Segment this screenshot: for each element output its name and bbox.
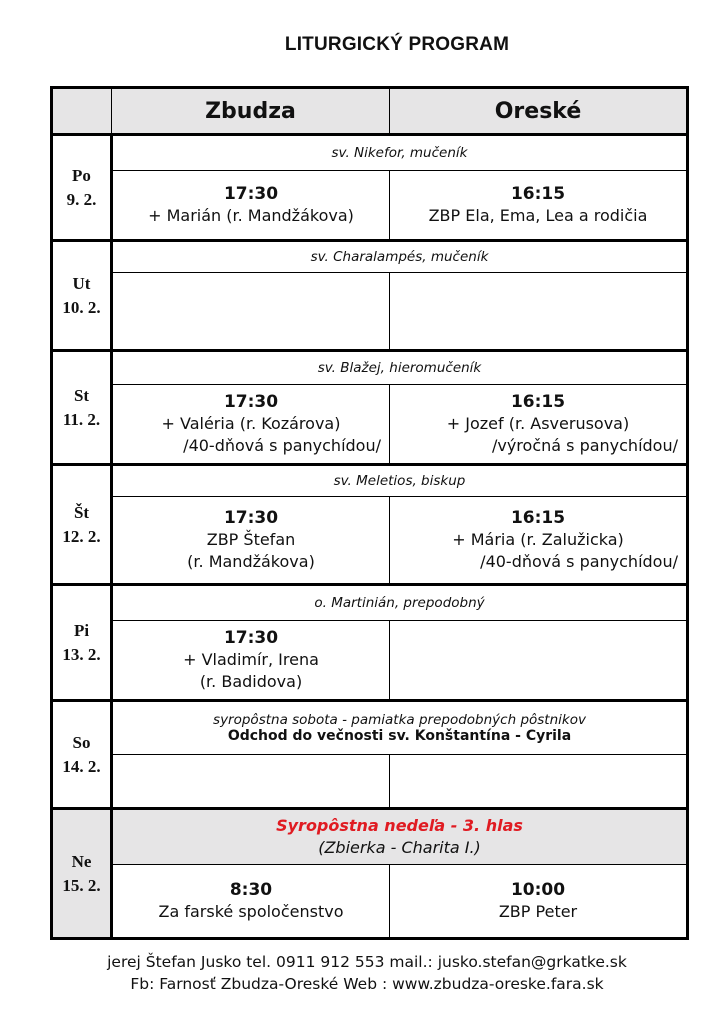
day-mass-row — [52, 171, 688, 241]
header-row — [52, 88, 688, 135]
mass-cell-zbudza — [112, 171, 390, 241]
feast-subtitle: Odchod do večnosti sv. Konštantína - Cyrila — [227, 728, 572, 744]
feast-cell — [112, 465, 688, 497]
day-date: 10. 2. — [62, 297, 101, 317]
mass-cell-oreske — [390, 385, 688, 465]
feast-name: syropôstna sobota - pamiatka prepodobných pôstnikov — [213, 712, 586, 728]
mass-time: 17:30 — [223, 628, 279, 648]
mass-time: 16:15 — [510, 184, 566, 204]
day-feast-row — [52, 465, 688, 497]
mass-time: 17:30 — [223, 392, 279, 412]
day-label — [52, 465, 112, 585]
mass-cell-zbudza — [112, 497, 390, 585]
mass-intention: /40-dňová s panychídou/ — [480, 552, 678, 571]
day-mass-row — [52, 273, 688, 351]
mass-cell-zbudza — [112, 385, 390, 465]
footer — [0, 951, 724, 995]
mass-intention: ZBP Ela, Ema, Lea a rodičia — [428, 206, 648, 225]
feast-cell — [112, 135, 688, 171]
mass-intention: Za farské spoločenstvo — [158, 902, 344, 921]
mass-intention: + Marián (r. Mandžákova) — [148, 206, 354, 225]
footer-web: Fb: Farnosť Zbudza-Oreské Web : www.zbudza-oreske.fara.sk — [130, 975, 604, 993]
day-mass-row — [52, 755, 688, 809]
day-abbr: St — [73, 385, 90, 405]
header-zbudza: Zbudza — [112, 88, 390, 135]
mass-cell-zbudza — [112, 273, 390, 351]
feast-cell — [112, 351, 688, 385]
mass-cell-zbudza — [112, 755, 390, 809]
day-label — [52, 809, 112, 939]
day-feast-row — [52, 135, 688, 171]
mass-intention: + Valéria (r. Kozárova) — [161, 414, 341, 433]
day-mass-row — [52, 865, 688, 939]
day-mass-row — [52, 385, 688, 465]
mass-time: 16:15 — [510, 392, 566, 412]
feast-subtitle: (Zbierka - Charita I.) — [318, 838, 481, 857]
day-date: 14. 2. — [62, 756, 101, 776]
feast-name: o. Martinián, prepodobný — [314, 595, 485, 611]
mass-time: 17:30 — [223, 508, 279, 528]
feast-name: Syropôstna nedeľa - 3. hlas — [276, 816, 523, 835]
mass-intention: /40-dňová s panychídou/ — [183, 436, 381, 455]
mass-cell-oreske — [390, 621, 688, 701]
feast-cell — [112, 701, 688, 755]
header-oreske: Oreské — [390, 88, 688, 135]
mass-intention: + Jozef (r. Asverusova) — [446, 414, 630, 433]
feast-name: sv. Meletios, biskup — [333, 473, 466, 489]
day-date: 13. 2. — [62, 644, 101, 664]
day-feast-row — [52, 809, 688, 865]
feast-cell — [112, 585, 688, 621]
mass-cell-oreske — [390, 497, 688, 585]
day-label — [52, 241, 112, 351]
day-feast-row — [52, 351, 688, 385]
mass-time: 16:15 — [510, 508, 566, 528]
day-feast-row — [52, 241, 688, 273]
day-abbr: Pi — [73, 620, 90, 640]
liturgy-schedule-table — [50, 86, 689, 940]
mass-cell-oreske — [390, 273, 688, 351]
day-date: 11. 2. — [62, 409, 101, 429]
feast-cell — [112, 809, 688, 865]
day-label — [52, 351, 112, 465]
day-feast-row — [52, 585, 688, 621]
mass-cell-oreske — [390, 171, 688, 241]
mass-intention: /výročná s panychídou/ — [491, 436, 678, 455]
day-label — [52, 585, 112, 701]
mass-cell-oreske — [390, 865, 688, 939]
day-label — [52, 701, 112, 809]
day-mass-row — [52, 621, 688, 701]
mass-cell-oreske — [390, 755, 688, 809]
footer-contact: jerej Štefan Jusko tel. 0911 912 553 mail.: jusko.stefan@grkatke.sk — [107, 953, 627, 971]
feast-cell — [112, 241, 688, 273]
day-abbr: So — [72, 732, 91, 752]
feast-name: sv. Blažej, hieromučeník — [317, 360, 482, 376]
feast-name: sv. Nikefor, mučeník — [331, 145, 468, 161]
day-abbr: Ne — [71, 851, 92, 871]
mass-intention: + Mária (r. Zalužicka) — [452, 530, 624, 549]
mass-intention: (r. Mandžákova) — [187, 552, 315, 571]
day-date: 9. 2. — [66, 189, 97, 209]
day-abbr: Št — [73, 502, 90, 522]
day-abbr: Po — [72, 165, 91, 185]
header-day-cell — [52, 88, 112, 135]
mass-time: 10:00 — [510, 880, 566, 900]
mass-time: 17:30 — [223, 184, 279, 204]
day-mass-row — [52, 497, 688, 585]
day-abbr: Ut — [72, 273, 91, 293]
mass-cell-zbudza — [112, 621, 390, 701]
mass-intention: (r. Badidova) — [199, 672, 303, 691]
day-date: 12. 2. — [62, 526, 101, 546]
feast-name: sv. Charalampés, mučeník — [310, 249, 489, 265]
day-date: 15. 2. — [62, 875, 101, 895]
mass-intention: ZBP Peter — [498, 902, 578, 921]
mass-intention: + Vladimír, Irena — [183, 650, 319, 669]
day-feast-row — [52, 701, 688, 755]
page-title: LITURGICKÝ PROGRAM — [284, 34, 510, 55]
day-label — [52, 135, 112, 241]
mass-time: 8:30 — [229, 880, 273, 900]
mass-intention: ZBP Štefan — [206, 530, 296, 549]
mass-cell-zbudza — [112, 865, 390, 939]
